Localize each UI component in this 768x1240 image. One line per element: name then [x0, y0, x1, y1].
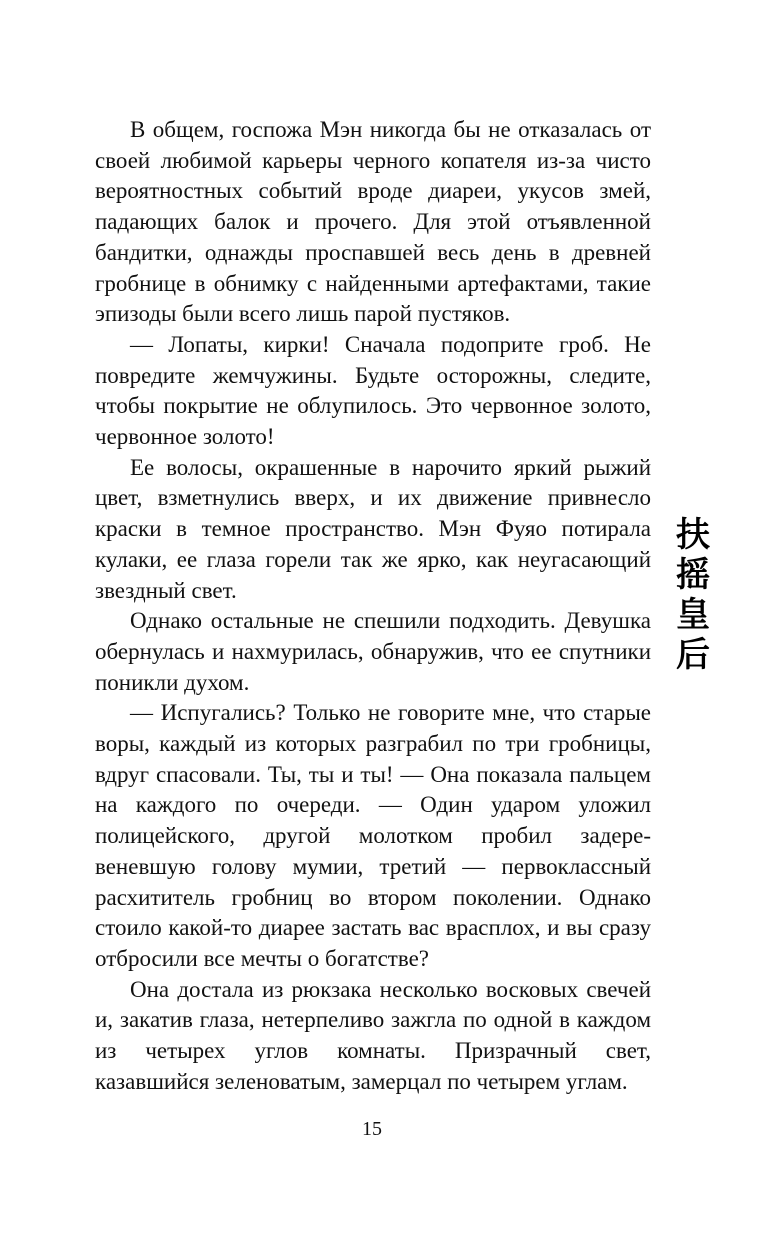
title-char: 扶	[676, 515, 710, 555]
running-title-vertical	[668, 515, 718, 675]
paragraph: Она достала из рюкзака несколько восковых свечей и, закатив глаза, нетерпеливо зажгла по одной в каждом из четырех углов комнаты. Призрачный свет, казавшийся зеленоватым, замерцал по четырем углам.	[95, 976, 651, 1094]
paragraph: В общем, госпожа Мэн никогда бы не отказалась от своей любимой карьеры черного копателя из-за чисто вероятностных событий вроде диареи, укусов змей, падающих балок и прочего. Для этой отъявленной бандитки, однажды проспавшей весь день в древней гробнице в обнимку с найденными артефактами, такие эпизоды были всего лишь парой пустяков.	[95, 117, 651, 327]
paragraph: Однако остальные не спешили подходить. Девушка обернулась и нахмурилась, обнаружив, что ее спутники поникли духом.	[95, 608, 651, 695]
title-char: 摇	[676, 555, 710, 595]
title-char: 皇	[676, 595, 710, 635]
paragraph: — Испугались? Только не говорите мне, что старые воры, каждый из которых разграбил по три гробницы, вдруг спасовали. Ты, ты и ты! — Она показала пальцем на каждого по очереди. — Один ударом уложил полицейского, другой молотком пробил задеревеневшую голову мумии, третий — первоклассный расхититель гробниц во втором поколении. Однако стоило какой-то диарее застать вас врасплох, и вы сразу отбросили все мечты о богатстве?	[95, 700, 651, 971]
paragraph: — Лопаты, кирки! Сначала подоприте гроб. Не повредите жемчужины. Будьте осторожны, следите, чтобы покрытие не облупилось. Это червонное золото, червонное золото!	[95, 331, 651, 450]
page-number: 15	[362, 1118, 382, 1140]
title-char: 后	[676, 635, 710, 675]
body-text	[95, 115, 651, 1098]
paragraph: Ее волосы, окрашенные в нарочито яркий рыжий цвет, взметнулись вверх, и их движение привнесло краски в темное пространство. Мэн Фуяо потирала кулаки, ее глаза горели так же ярко, как неугасающий звездный свет.	[95, 454, 651, 603]
